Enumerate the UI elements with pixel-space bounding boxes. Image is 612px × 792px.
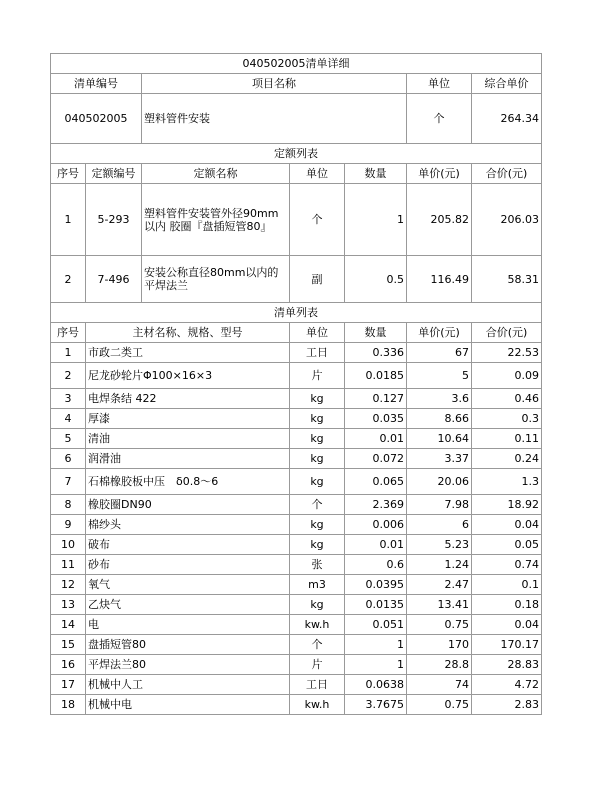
quota-section-row: [51, 144, 542, 164]
material-total-header: 合价(元): [472, 323, 542, 343]
quota-name: 安装公称直径80mm以内的平焊法兰: [142, 256, 290, 303]
quota-unit-price: 205.82: [407, 184, 472, 256]
quota-total-header: 合价(元): [472, 164, 542, 184]
material-total: 0.46: [472, 389, 542, 409]
material-unit: kw.h: [290, 695, 345, 715]
material-unit-price: 170: [407, 635, 472, 655]
material-seq: 11: [51, 555, 86, 575]
material-unit: 片: [290, 363, 345, 389]
quota-qty: 1: [345, 184, 407, 256]
quota-section-title: 定额列表: [51, 144, 542, 164]
material-qty: 0.0135: [345, 595, 407, 615]
material-unit: m3: [290, 575, 345, 595]
material-name: 电焊条结 422: [86, 389, 290, 409]
price-header: 综合单价: [472, 74, 542, 94]
materials-section-row: [51, 303, 542, 323]
material-unit-price: 6: [407, 515, 472, 535]
quota-name: 塑料管件安装管外径90mm以内 胶圈『盘插短管80』: [142, 184, 290, 256]
material-name: 棉纱头: [86, 515, 290, 535]
material-unit-price: 0.75: [407, 695, 472, 715]
material-seq: 14: [51, 615, 86, 635]
material-unit: kg: [290, 429, 345, 449]
material-unit-price: 74: [407, 675, 472, 695]
material-unit-price: 5.23: [407, 535, 472, 555]
quota-row: [51, 256, 542, 303]
quota-code: 5-293: [86, 184, 142, 256]
material-total: 22.53: [472, 343, 542, 363]
material-total: 0.04: [472, 615, 542, 635]
quota-total: 206.03: [472, 184, 542, 256]
material-qty: 0.072: [345, 449, 407, 469]
material-unit-price: 8.66: [407, 409, 472, 429]
material-seq: 2: [51, 363, 86, 389]
material-unit: 张: [290, 555, 345, 575]
quota-qty-header: 数量: [345, 164, 407, 184]
material-total: 0.24: [472, 449, 542, 469]
material-name: 厚漆: [86, 409, 290, 429]
material-row: [51, 343, 542, 363]
material-seq: 13: [51, 595, 86, 615]
material-seq: 16: [51, 655, 86, 675]
material-name: 氧气: [86, 575, 290, 595]
quota-name-header: 定额名称: [142, 164, 290, 184]
material-total: 28.83: [472, 655, 542, 675]
unit-header: 单位: [407, 74, 472, 94]
material-row: [51, 409, 542, 429]
material-row: [51, 449, 542, 469]
material-unit-price: 5: [407, 363, 472, 389]
material-row: [51, 695, 542, 715]
material-unit: 片: [290, 655, 345, 675]
material-total: 0.18: [472, 595, 542, 615]
material-total: 0.3: [472, 409, 542, 429]
material-qty: 2.369: [345, 495, 407, 515]
quota-unit: 副: [290, 256, 345, 303]
material-unit: kg: [290, 389, 345, 409]
quota-seq: 2: [51, 256, 86, 303]
quota-total: 58.31: [472, 256, 542, 303]
material-name: 破布: [86, 535, 290, 555]
material-unit-header: 单位: [290, 323, 345, 343]
item-row: [51, 94, 542, 144]
material-name: 砂布: [86, 555, 290, 575]
quota-code-header: 定额编号: [86, 164, 142, 184]
material-unit: kw.h: [290, 615, 345, 635]
material-seq: 10: [51, 535, 86, 555]
quota-unit: 个: [290, 184, 345, 256]
material-seq: 15: [51, 635, 86, 655]
material-row: [51, 515, 542, 535]
material-qty: 0.01: [345, 535, 407, 555]
material-unit-price: 2.47: [407, 575, 472, 595]
material-row: [51, 635, 542, 655]
material-qty: 0.127: [345, 389, 407, 409]
title-row: [51, 54, 542, 74]
material-name: 机械中电: [86, 695, 290, 715]
material-seq: 17: [51, 675, 86, 695]
material-seq: 18: [51, 695, 86, 715]
material-seq: 12: [51, 575, 86, 595]
material-qty: 0.01: [345, 429, 407, 449]
material-unit: kg: [290, 409, 345, 429]
item-code: 040502005: [51, 94, 142, 144]
material-row: [51, 469, 542, 495]
material-name: 石棉橡胶板中压 δ0.8～6: [86, 469, 290, 495]
material-total: 18.92: [472, 495, 542, 515]
material-name: 尼龙砂轮片Φ100×16×3: [86, 363, 290, 389]
material-row: [51, 363, 542, 389]
material-qty: 0.0185: [345, 363, 407, 389]
material-unit: kg: [290, 449, 345, 469]
material-unit-price-header: 单价(元): [407, 323, 472, 343]
material-unit-price: 20.06: [407, 469, 472, 495]
item-price: 264.34: [472, 94, 542, 144]
material-total: 0.09: [472, 363, 542, 389]
item-header-row: [51, 74, 542, 94]
material-name: 润滑油: [86, 449, 290, 469]
material-qty: 1: [345, 635, 407, 655]
quota-qty: 0.5: [345, 256, 407, 303]
material-total: 0.1: [472, 575, 542, 595]
material-unit: kg: [290, 515, 345, 535]
materials-section-title: 清单列表: [51, 303, 542, 323]
material-name: 市政二类工: [86, 343, 290, 363]
material-total: 0.05: [472, 535, 542, 555]
material-qty-header: 数量: [345, 323, 407, 343]
material-seq: 3: [51, 389, 86, 409]
material-seq: 9: [51, 515, 86, 535]
page-title: 040502005清单详细: [51, 54, 542, 74]
material-qty: 3.7675: [345, 695, 407, 715]
material-qty: 0.6: [345, 555, 407, 575]
name-header: 项目名称: [142, 74, 407, 94]
material-row: [51, 615, 542, 635]
material-row: [51, 655, 542, 675]
material-total: 2.83: [472, 695, 542, 715]
material-name: 盘插短管80: [86, 635, 290, 655]
item-unit: 个: [407, 94, 472, 144]
material-qty: 0.035: [345, 409, 407, 429]
material-qty: 0.336: [345, 343, 407, 363]
material-seq: 4: [51, 409, 86, 429]
material-name: 平焊法兰80: [86, 655, 290, 675]
material-qty: 0.051: [345, 615, 407, 635]
quota-unit-price-header: 单价(元): [407, 164, 472, 184]
material-row: [51, 595, 542, 615]
material-row: [51, 495, 542, 515]
material-seq: 8: [51, 495, 86, 515]
code-header: 清单编号: [51, 74, 142, 94]
material-unit-price: 67: [407, 343, 472, 363]
material-qty: 0.0395: [345, 575, 407, 595]
material-row: [51, 555, 542, 575]
material-qty: 1: [345, 655, 407, 675]
quota-row: [51, 184, 542, 256]
material-name-header: 主材名称、规格、型号: [86, 323, 290, 343]
material-unit-price: 28.8: [407, 655, 472, 675]
bill-detail-table: [50, 53, 542, 715]
material-unit: 工日: [290, 675, 345, 695]
material-seq: 6: [51, 449, 86, 469]
material-qty: 0.065: [345, 469, 407, 495]
material-unit: 个: [290, 495, 345, 515]
material-unit-price: 7.98: [407, 495, 472, 515]
material-row: [51, 575, 542, 595]
material-unit: 个: [290, 635, 345, 655]
quota-header-row: [51, 164, 542, 184]
material-unit: kg: [290, 595, 345, 615]
material-row: [51, 675, 542, 695]
material-unit-price: 10.64: [407, 429, 472, 449]
material-total: 0.74: [472, 555, 542, 575]
quota-unit-price: 116.49: [407, 256, 472, 303]
material-row: [51, 429, 542, 449]
material-total: 0.04: [472, 515, 542, 535]
material-total: 4.72: [472, 675, 542, 695]
material-unit: kg: [290, 535, 345, 555]
material-unit: 工日: [290, 343, 345, 363]
quota-seq-header: 序号: [51, 164, 86, 184]
material-seq: 1: [51, 343, 86, 363]
material-name: 清油: [86, 429, 290, 449]
material-unit-price: 13.41: [407, 595, 472, 615]
material-seq-header: 序号: [51, 323, 86, 343]
material-name: 乙炔气: [86, 595, 290, 615]
material-name: 橡胶圈DN90: [86, 495, 290, 515]
item-name: 塑料管件安装: [142, 94, 407, 144]
material-unit-price: 0.75: [407, 615, 472, 635]
material-unit: kg: [290, 469, 345, 495]
quota-seq: 1: [51, 184, 86, 256]
material-row: [51, 389, 542, 409]
material-total: 170.17: [472, 635, 542, 655]
quota-code: 7-496: [86, 256, 142, 303]
material-total: 0.11: [472, 429, 542, 449]
material-qty: 0.0638: [345, 675, 407, 695]
material-row: [51, 535, 542, 555]
material-unit-price: 3.37: [407, 449, 472, 469]
material-qty: 0.006: [345, 515, 407, 535]
material-name: 机械中人工: [86, 675, 290, 695]
material-seq: 7: [51, 469, 86, 495]
material-name: 电: [86, 615, 290, 635]
material-unit-price: 3.6: [407, 389, 472, 409]
materials-header-row: [51, 323, 542, 343]
material-total: 1.3: [472, 469, 542, 495]
quota-unit-header: 单位: [290, 164, 345, 184]
material-unit-price: 1.24: [407, 555, 472, 575]
material-seq: 5: [51, 429, 86, 449]
